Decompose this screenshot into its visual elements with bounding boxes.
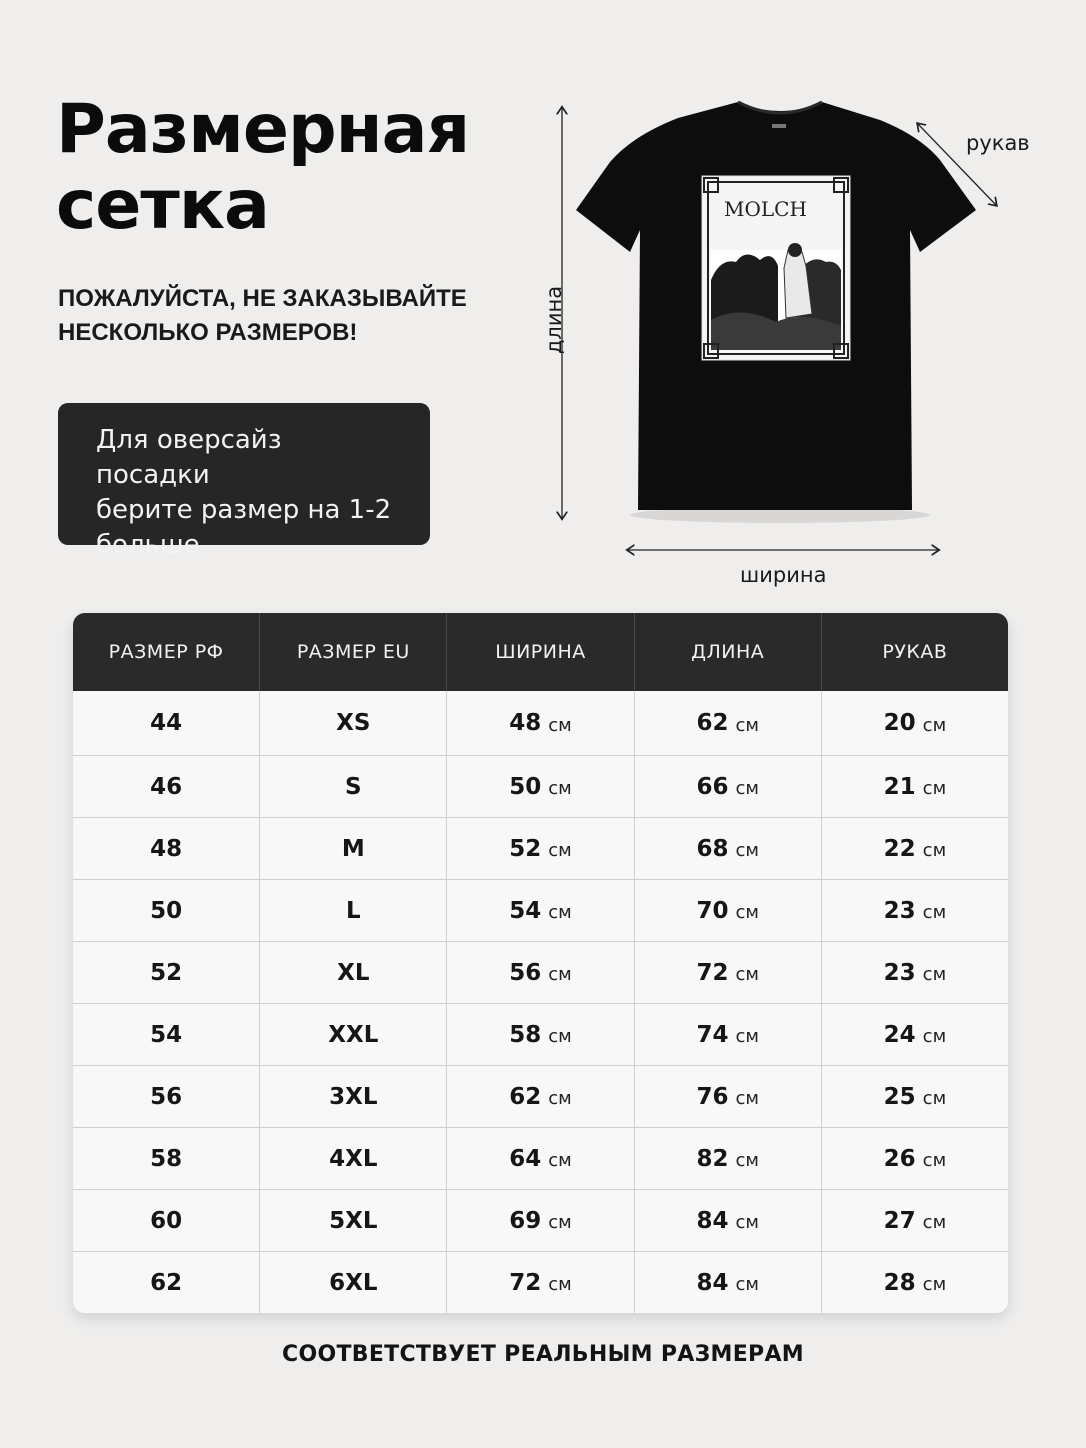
cell-value: 3XL xyxy=(329,1083,378,1110)
cell-value: 64 xyxy=(509,1145,542,1172)
cell-value: 50 xyxy=(150,897,183,924)
cell-unit: см xyxy=(922,1026,947,1047)
cell-unit: см xyxy=(922,964,947,985)
table-cell-ru xyxy=(73,691,259,755)
cell-value: 76 xyxy=(696,1083,729,1110)
cell-unit: см xyxy=(922,902,947,923)
cell-unit: см xyxy=(735,902,759,923)
cell-value: M xyxy=(341,835,365,862)
cell-unit: см xyxy=(735,1088,759,1109)
table-cell-length xyxy=(634,1252,821,1313)
cell-value: 62 xyxy=(509,1083,542,1110)
table-cell-length xyxy=(634,1066,821,1127)
table-cell-length xyxy=(634,942,821,1003)
size-table xyxy=(73,613,1008,1313)
cell-unit: см xyxy=(548,1150,572,1171)
table-cell-width xyxy=(446,756,633,817)
cell-value: 72 xyxy=(696,959,729,986)
table-cell-width xyxy=(446,1190,633,1251)
cell-value: 54 xyxy=(509,897,542,924)
table-cell-ru xyxy=(73,1066,259,1127)
cell-value: 72 xyxy=(509,1269,542,1296)
cell-unit: см xyxy=(548,1026,572,1047)
cell-value: XXL xyxy=(328,1021,379,1048)
cell-value: 23 xyxy=(883,897,916,924)
table-cell-sleeve xyxy=(821,880,1008,941)
cell-value: 25 xyxy=(883,1083,916,1110)
table-cell-eu xyxy=(259,1252,446,1313)
tshirt-diagram xyxy=(540,90,1060,600)
table-body xyxy=(73,691,1008,1313)
table-cell-width xyxy=(446,1128,633,1189)
table-cell-ru xyxy=(73,1190,259,1251)
cell-value: XL xyxy=(337,959,370,986)
cell-value: 26 xyxy=(883,1145,916,1172)
cell-unit: см xyxy=(922,1212,947,1233)
oversize-note xyxy=(58,403,430,560)
header-sleeve: РУКАВ xyxy=(821,613,1008,691)
length-label: длина xyxy=(542,285,567,355)
cell-value: 28 xyxy=(883,1269,916,1296)
table-cell-ru xyxy=(73,1128,259,1189)
cell-unit: см xyxy=(548,964,572,985)
cell-value: 84 xyxy=(696,1269,729,1296)
table-cell-eu xyxy=(259,1066,446,1127)
cell-value: 22 xyxy=(883,835,916,862)
cell-value: 70 xyxy=(696,897,729,924)
note-line-1: Для оверсайз посадки xyxy=(96,425,282,490)
title-line-2: сетка xyxy=(56,166,269,245)
cell-value: 20 xyxy=(883,710,916,736)
cell-value: 48 xyxy=(150,835,183,862)
table-cell-length xyxy=(634,818,821,879)
table-cell-eu xyxy=(259,1004,446,1065)
cell-value: 4XL xyxy=(329,1145,378,1172)
table-cell-sleeve xyxy=(821,1004,1008,1065)
table-cell-length xyxy=(634,1190,821,1251)
cell-value: 74 xyxy=(696,1021,729,1048)
table-cell-sleeve xyxy=(821,942,1008,1003)
cell-value: 84 xyxy=(696,1207,729,1234)
cell-value: 68 xyxy=(696,835,729,862)
table-cell-sleeve xyxy=(821,691,1008,755)
table-cell-ru xyxy=(73,1252,259,1313)
cell-unit: см xyxy=(548,840,572,861)
table-cell-width xyxy=(446,1252,633,1313)
cell-value: 54 xyxy=(150,1021,183,1048)
cell-unit: см xyxy=(922,1088,947,1109)
header-size-ru: РАЗМЕР РФ xyxy=(108,641,224,663)
cell-value: 58 xyxy=(509,1021,542,1048)
title-line-1: Размерная xyxy=(56,90,470,169)
cell-value: 50 xyxy=(509,773,542,800)
cell-unit: см xyxy=(922,778,947,799)
cell-unit: см xyxy=(735,778,759,799)
header-length: ДЛИНА xyxy=(634,613,821,691)
cell-value: 56 xyxy=(150,1083,183,1110)
warning-line-1: ПОЖАЛУЙСТА, НЕ ЗАКАЗЫВАЙТЕ xyxy=(58,285,467,312)
cell-unit: см xyxy=(548,1212,572,1233)
cell-value: 82 xyxy=(696,1145,729,1172)
table-cell-width xyxy=(446,1004,633,1065)
cell-value: 62 xyxy=(150,1269,183,1296)
cell-unit: см xyxy=(922,1274,947,1295)
table-row xyxy=(73,879,1008,941)
table-cell-length xyxy=(634,880,821,941)
cell-value: L xyxy=(345,897,361,924)
warning-text xyxy=(58,282,518,350)
cell-value: 27 xyxy=(883,1207,916,1234)
cell-value: 69 xyxy=(509,1207,542,1234)
warning-line-2: НЕСКОЛЬКО РАЗМЕРОВ! xyxy=(58,319,358,346)
cell-value: 46 xyxy=(150,773,183,800)
table-cell-eu xyxy=(259,880,446,941)
header-size-eu: РАЗМЕР EU xyxy=(259,613,446,691)
table-cell-sleeve xyxy=(821,1252,1008,1313)
table-row xyxy=(73,1127,1008,1189)
table-row xyxy=(73,755,1008,817)
cell-value: 6XL xyxy=(329,1269,378,1296)
table-row xyxy=(73,817,1008,879)
page-title xyxy=(56,92,469,244)
cell-value: XS xyxy=(336,710,371,736)
table-cell-eu xyxy=(259,756,446,817)
cell-value: 60 xyxy=(150,1207,183,1234)
cell-value: 24 xyxy=(883,1021,916,1048)
table-cell-sleeve xyxy=(821,756,1008,817)
table-cell-length xyxy=(634,756,821,817)
cell-value: 58 xyxy=(150,1145,183,1172)
tshirt-illustration xyxy=(540,90,1060,600)
cell-unit: см xyxy=(548,1088,572,1109)
footer-note: СООТВЕТСТВУЕТ РЕАЛЬНЫМ РАЗМЕРАМ xyxy=(282,1342,804,1367)
table-cell-width xyxy=(446,818,633,879)
cell-value: S xyxy=(345,773,362,800)
cell-unit: см xyxy=(735,1274,759,1295)
table-cell-ru xyxy=(73,880,259,941)
table-row xyxy=(73,1003,1008,1065)
cell-value: 23 xyxy=(883,959,916,986)
table-cell-sleeve xyxy=(821,818,1008,879)
table-cell-ru xyxy=(73,818,259,879)
table-cell-eu xyxy=(259,691,446,755)
table-cell-sleeve xyxy=(821,1190,1008,1251)
cell-unit: см xyxy=(548,778,572,799)
table-cell-width xyxy=(446,691,633,755)
table-cell-length xyxy=(634,691,821,755)
cell-value: 5XL xyxy=(329,1207,378,1234)
table-cell-ru xyxy=(73,1004,259,1065)
cell-unit: см xyxy=(735,964,759,985)
cell-value: 52 xyxy=(509,835,542,862)
table-cell-eu xyxy=(259,942,446,1003)
cell-unit: см xyxy=(548,902,572,923)
header-width: ШИРИНА xyxy=(446,613,633,691)
table-row xyxy=(73,691,1008,755)
table-cell-sleeve xyxy=(821,1066,1008,1127)
cell-unit: см xyxy=(548,714,572,736)
cell-unit: см xyxy=(922,840,947,861)
cell-unit: см xyxy=(735,1150,759,1171)
cell-value: 44 xyxy=(150,710,183,736)
table-row xyxy=(73,1189,1008,1251)
table-row xyxy=(73,1251,1008,1313)
cell-value: 56 xyxy=(509,959,542,986)
cell-unit: см xyxy=(922,714,947,736)
table-cell-length xyxy=(634,1004,821,1065)
table-cell-width xyxy=(446,1066,633,1127)
cell-value: 52 xyxy=(150,959,183,986)
width-label: ширина xyxy=(740,563,827,587)
brand-logo: MOLCH xyxy=(724,197,807,221)
table-cell-eu xyxy=(259,818,446,879)
cell-value: 21 xyxy=(883,773,916,800)
cell-unit: см xyxy=(735,714,759,736)
table-header xyxy=(73,613,1008,691)
table-cell-width xyxy=(446,942,633,1003)
cell-unit: см xyxy=(735,1212,759,1233)
table-row xyxy=(73,941,1008,1003)
note-line-3: больше xyxy=(96,530,200,560)
cell-value: 62 xyxy=(696,710,729,736)
table-cell-ru xyxy=(73,942,259,1003)
table-cell-width xyxy=(446,880,633,941)
table-row xyxy=(73,1065,1008,1127)
table-cell-eu xyxy=(259,1190,446,1251)
cell-unit: см xyxy=(735,1026,759,1047)
cell-value: 66 xyxy=(696,773,729,800)
cell-unit: см xyxy=(548,1274,572,1295)
table-cell-length xyxy=(634,1128,821,1189)
sleeve-label: рукав xyxy=(966,131,1030,155)
cell-value: 48 xyxy=(509,710,542,736)
note-line-2: берите размер на 1-2 xyxy=(96,495,392,525)
table-cell-eu xyxy=(259,1128,446,1189)
cell-unit: см xyxy=(922,1150,947,1171)
cell-unit: см xyxy=(735,840,759,861)
table-cell-sleeve xyxy=(821,1128,1008,1189)
table-cell-ru xyxy=(73,756,259,817)
